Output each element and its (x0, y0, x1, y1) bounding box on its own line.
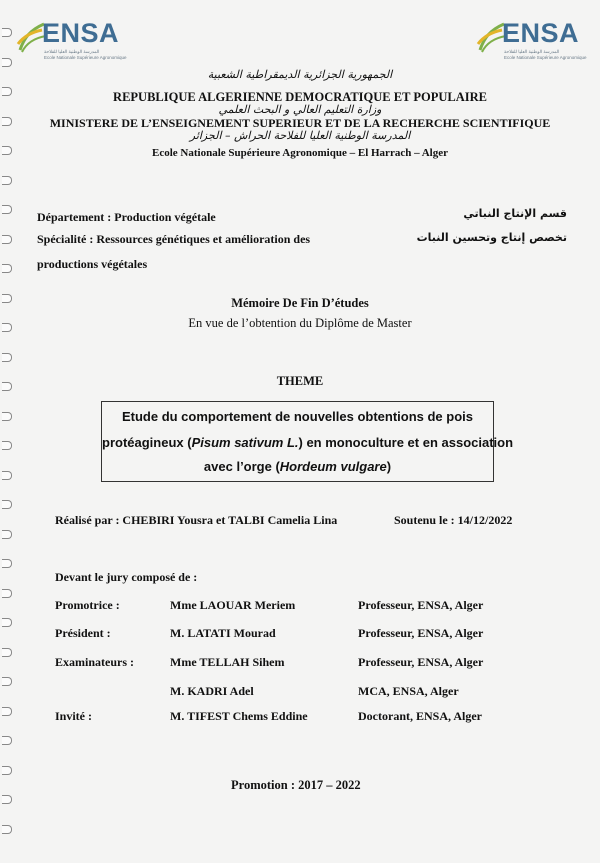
jury-title: Doctorant, ENSA, Alger (358, 709, 482, 723)
jury-name: M. LATATI Mourad (170, 626, 276, 640)
theme-box (101, 401, 514, 482)
binding-hole (2, 441, 12, 450)
ministry-arabic: وزارة التعليم العالي و البحث العلمي (218, 103, 382, 116)
binding-hole (2, 766, 12, 775)
theme-line-2-end: ) en monoculture et en association (298, 435, 514, 450)
jury-name: M. KADRI Adel (170, 684, 254, 698)
school-arabic: المدرسة الوطنية العليا للفلاحة الحراش – الجزائر (189, 129, 411, 142)
authors: Réalisé par : CHEBIRI Yousra et TALBI Camelia Lina (55, 513, 338, 527)
binding-hole (2, 28, 12, 37)
republic-french: REPUBLIQUE ALGERIENNE DEMOCRATIQUE ET POPULAIRE (113, 90, 487, 104)
jury-name: M. TIFEST Chems Eddine (170, 709, 308, 723)
republic-arabic: الجمهورية الجزائرية الديمقراطية الشعبية (207, 68, 393, 81)
memoire-subtitle: En vue de l’obtention du Diplôme de Master (188, 316, 412, 330)
theme-line-2 (102, 435, 514, 450)
binding-hole (2, 559, 12, 568)
ensa-logo-left (14, 18, 134, 64)
jury-row (0, 709, 600, 727)
binding-hole (2, 825, 12, 834)
binding-hole (2, 530, 12, 539)
binding-hole (2, 264, 12, 273)
binding-hole (2, 500, 12, 509)
logo-arabic-name: المدرسة الوطنية العليا للفلاحة (44, 49, 100, 54)
speciality-french-continued: productions végétales (37, 257, 148, 271)
jury-row (0, 684, 600, 702)
jury-name: Mme TELLAH Sihem (170, 655, 285, 669)
memoire-title: Mémoire De Fin D’études (231, 296, 369, 310)
binding-hole (2, 795, 12, 804)
school-french: Ecole Nationale Supérieure Agronomique – El Harrach – Alger (152, 147, 448, 159)
binding-hole (2, 471, 12, 480)
binding-hole (2, 589, 12, 598)
jury-row (0, 655, 600, 673)
jury-role: Invité : (55, 709, 92, 723)
theme-line-3-end: ) (386, 459, 392, 474)
binding-hole (2, 58, 12, 67)
theme-line-1: Etude du comportement de nouvelles obtentions de pois (121, 409, 474, 424)
logo-latin-name: Ecole Nationale Supérieure Agronomique (44, 55, 127, 60)
jury-row (0, 598, 600, 616)
speciality-french: Spécialité : Ressources génétiques et amélioration des (37, 232, 311, 246)
defense-date: Soutenu le : 14/12/2022 (394, 513, 513, 527)
logo-wordmark: ENSA (502, 18, 580, 48)
binding-hole (2, 205, 12, 214)
speciality-arabic: تخصص إنتاج وتحسين النبات (416, 231, 567, 244)
species-pea: Pisum sativum L. (191, 435, 299, 450)
jury-title: Professeur, ENSA, Alger (358, 626, 484, 640)
binding-hole (2, 176, 12, 185)
department-french: Département : Production végétale (37, 210, 216, 224)
promotion: Promotion : 2017 – 2022 (231, 778, 361, 792)
logo-wordmark: ENSA (42, 18, 120, 48)
jury-title: Professeur, ENSA, Alger (358, 655, 484, 669)
theme-line-3 (102, 459, 493, 474)
species-barley: Hordeum vulgare (279, 459, 387, 474)
logo-arabic-name: المدرسة الوطنية العليا للفلاحة (504, 49, 560, 54)
theme-line-3-start: avec l’orge ( (203, 459, 280, 474)
binding-hole (2, 736, 12, 745)
jury-title: MCA, ENSA, Alger (358, 684, 459, 698)
jury-role: Promotrice : (55, 598, 120, 612)
ensa-logo-right (474, 18, 594, 64)
ministry-french: MINISTERE DE L’ENSEIGNEMENT SUPERIEUR ET DE LA RECHERCHE SCIENTIFIQUE (49, 116, 551, 130)
jury-title: Professeur, ENSA, Alger (358, 598, 484, 612)
logo-latin-name: Ecole Nationale Supérieure Agronomique (504, 55, 587, 60)
department-arabic: قسم الإنتاج النباتي (463, 207, 567, 220)
jury-role: Président : (55, 626, 111, 640)
jury-name: Mme LAOUAR Meriem (170, 598, 296, 612)
jury-heading: Devant le jury composé de : (55, 570, 198, 584)
binding-hole (2, 353, 12, 362)
binding-hole (2, 235, 12, 244)
jury-row (0, 626, 600, 644)
jury-role: Examinateurs : (55, 655, 134, 669)
theme-label: THEME (276, 374, 324, 388)
theme-line-2-start: protéagineux ( (102, 435, 192, 450)
binding-hole (2, 412, 12, 421)
